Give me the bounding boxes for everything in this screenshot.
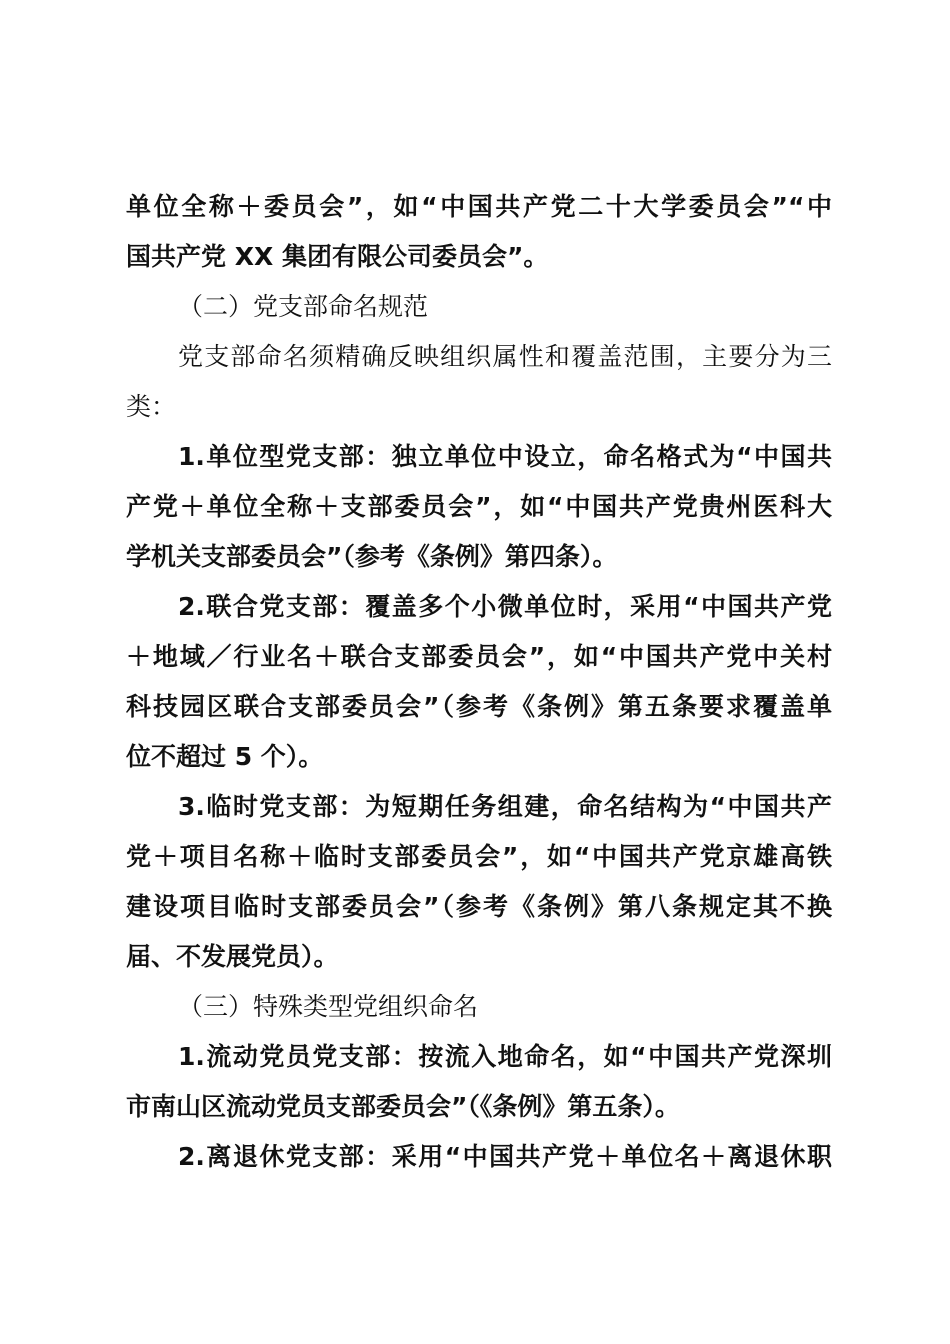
list-item-line: 建设项目临时支部委员会”（参考《条例》第八条规定其不换 [126,892,832,921]
list-item-line: 3.临时党支部：为短期任务组建，命名结构为“中国共产 [178,792,832,821]
list-item-line: 学机关支部委员会”（参考《条例》第四条）。 [126,542,618,571]
list-item-line: 届、不发展党员）。 [126,942,339,971]
list-item-line: 2.离退休党支部：采用“中国共产党＋单位名＋离退休职 [178,1142,832,1171]
section-heading: （三）特殊类型党组织命名 [178,992,479,1021]
list-item-line: 1.单位型党支部：独立单位中设立，命名格式为“中国共 [178,442,832,471]
list-item-line: ＋地域／行业名＋联合支部委员会”，如“中国共产党中关村 [126,642,832,671]
list-item-line: 位不超过 5 个）。 [126,742,324,771]
list-item-line: 科技园区联合支部委员会”（参考《条例》第五条要求覆盖单 [126,692,832,721]
list-item-line: 党＋项目名称＋临时支部委员会”，如“中国共产党京雄高铁 [126,842,832,871]
list-item-line: 产党＋单位全称＋支部委员会”，如“中国共产党贵州医科大 [126,492,832,521]
list-item-line: 市南山区流动党员支部委员会”（《条例》第五条）。 [126,1092,680,1121]
section-heading: （二）党支部命名规范 [178,292,429,321]
body-text-line: 党支部命名须精确反映组织属性和覆盖范围，主要分为三 [178,342,832,371]
body-text-line: 单位全称＋委员会”，如“中国共产党二十大学委员会”“中 [126,192,832,221]
body-text-line: 类： [126,392,177,421]
list-item-line: 1.流动党员党支部：按流入地命名，如“中国共产党深圳 [178,1042,832,1071]
body-text-line: 国共产党 XX 集团有限公司委员会”。 [126,242,549,271]
list-item-line: 2.联合党支部：覆盖多个小微单位时，采用“中国共产党 [178,592,832,621]
